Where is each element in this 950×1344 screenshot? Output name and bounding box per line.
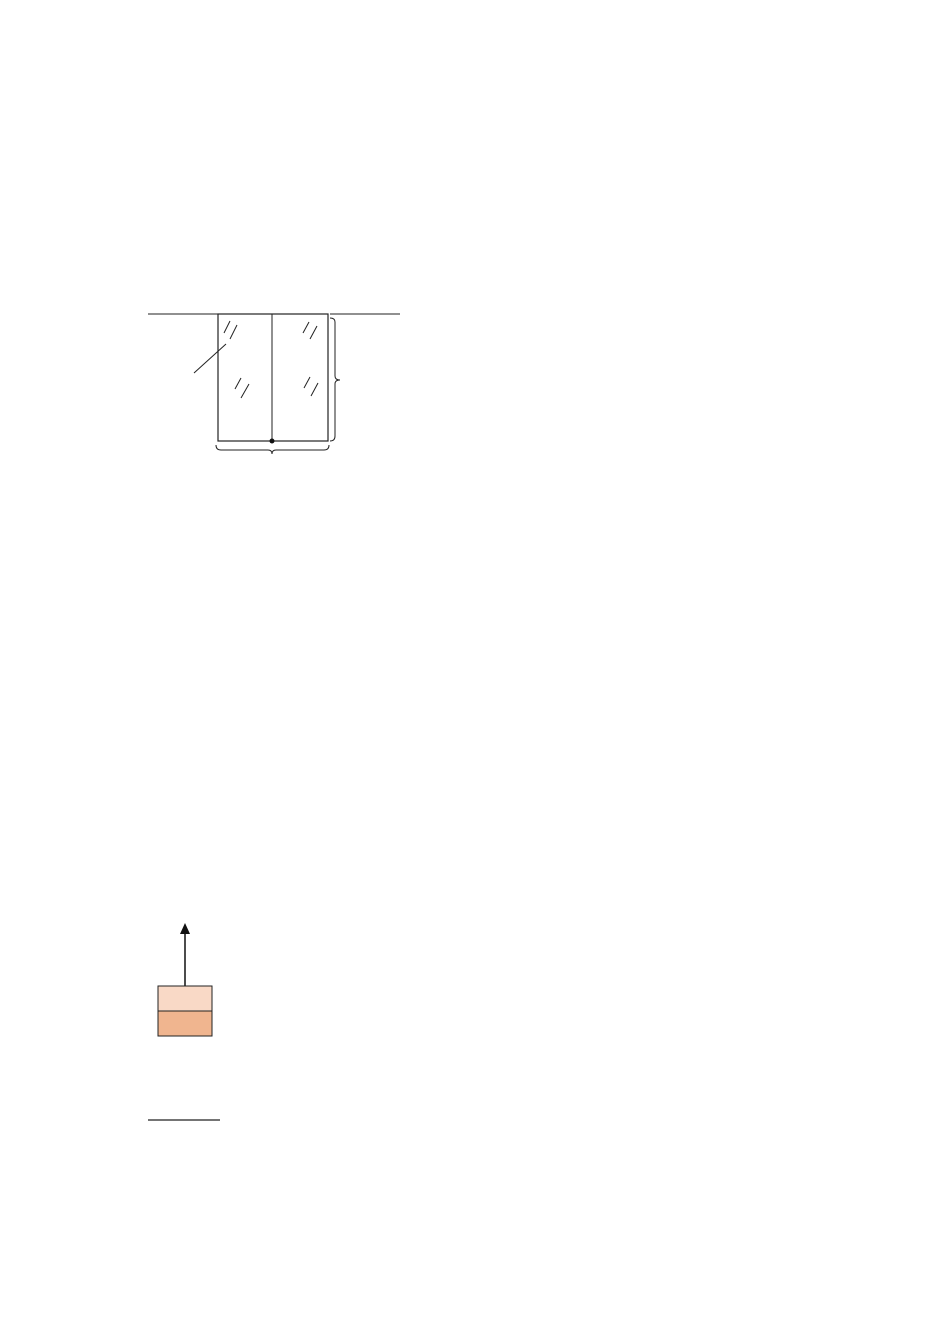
q6-spring-figure [140, 915, 240, 1135]
block-b [158, 1011, 212, 1036]
force-arrow-icon [180, 923, 190, 934]
block-a [158, 986, 212, 1011]
q5-main-figure [140, 305, 420, 475]
transparent-material-box [218, 314, 328, 441]
q5-options-figure [190, 490, 780, 605]
